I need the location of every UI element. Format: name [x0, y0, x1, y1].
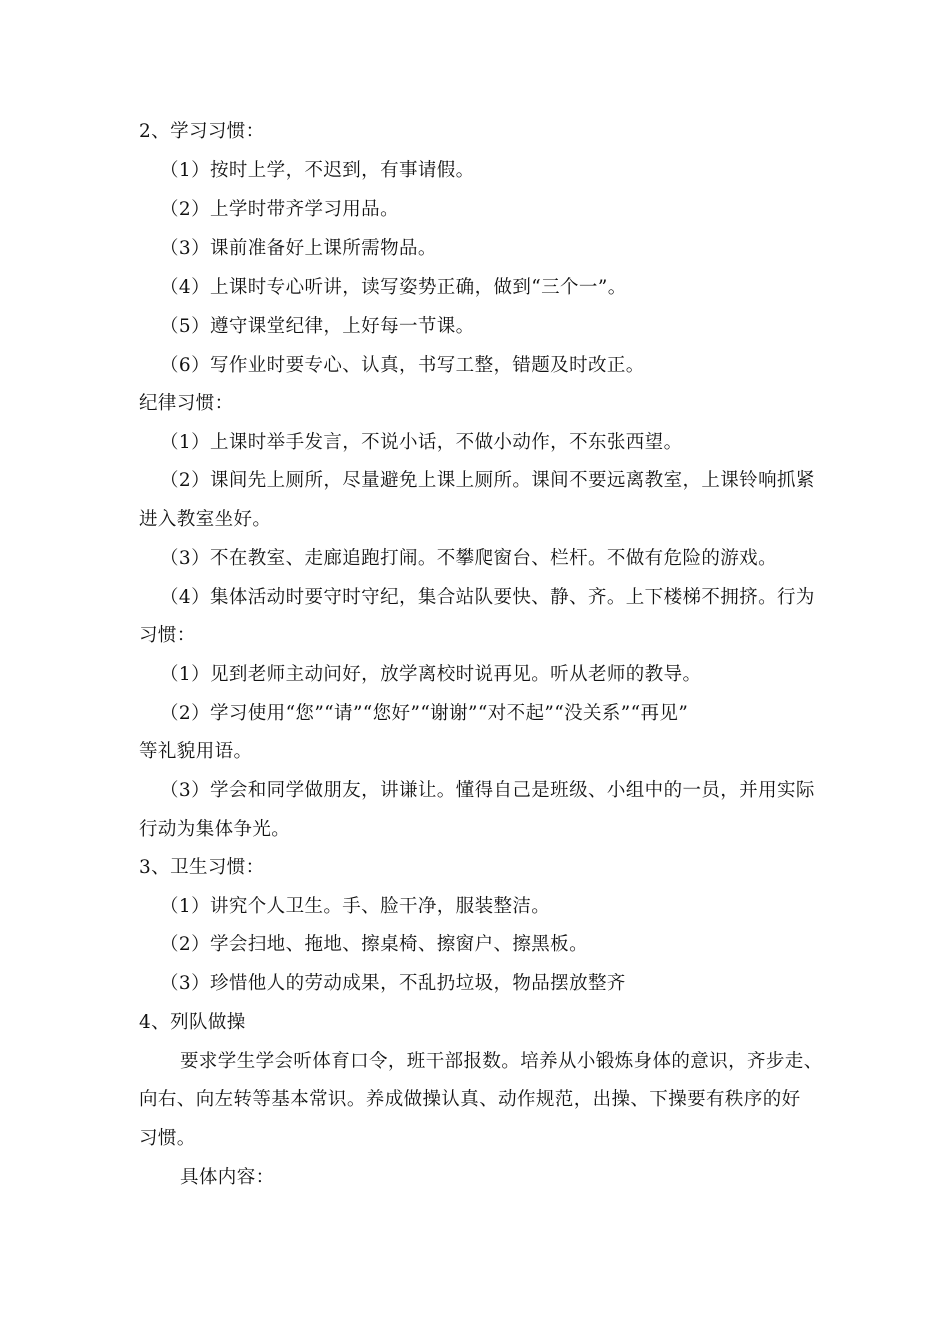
list-item: （4）集体活动时要守时守纪，集合站队要快、静、齐。上下楼梯不拥挤。行为	[160, 587, 815, 608]
paragraph-line: 要求学生学会听体育口令，班干部报数。培养从小锻炼身体的意识，齐步走、	[180, 1051, 823, 1072]
heading-discipline-habits: 纪律习惯：	[139, 393, 234, 414]
list-item-continuation: 行动为集体争光。	[139, 819, 291, 840]
list-item: （3）学会和同学做朋友，讲谦让。懂得自己是班级、小组中的一员，并用实际	[160, 780, 815, 801]
list-item: （3）课前准备好上课所需物品。	[160, 238, 437, 259]
list-item: （1）讲究个人卫生。手、脸干净，服装整洁。	[160, 896, 551, 917]
list-item: （6）写作业时要专心、认真，书写工整，错题及时改正。	[160, 355, 645, 376]
heading-hygiene-habits: 3、卫生习惯：	[139, 857, 265, 878]
paragraph-line: 具体内容：	[180, 1167, 275, 1188]
heading-study-habits: 2、学习习惯：	[139, 121, 265, 142]
list-item-continuation: 等礼貌用语。	[139, 741, 253, 762]
list-item: （2）学会扫地、拖地、擦桌椅、擦窗户、擦黑板。	[160, 934, 588, 955]
list-item: （4）上课时专心听讲，读写姿势正确，做到“三个一”。	[160, 277, 627, 298]
list-item: （2）课间先上厕所，尽量避免上课上厕所。课间不要远离教室，上课铃响抓紧	[160, 470, 815, 491]
paragraph-line: 习惯。	[139, 1128, 196, 1149]
paragraph-line: 向右、向左转等基本常识。养成做操认真、动作规范，出操、下操要有秩序的好	[139, 1089, 801, 1110]
list-item: （1）见到老师主动问好，放学离校时说再见。听从老师的教导。	[160, 664, 702, 685]
list-item: （2）上学时带齐学习用品。	[160, 199, 399, 220]
list-item: （2）学习使用“您”“请”“您好”“谢谢”“对不起”“没关系”“再见”	[160, 703, 689, 724]
list-item-continuation: 习惯：	[139, 625, 196, 646]
list-item: （5）遵守课堂纪律，上好每一节课。	[160, 316, 475, 337]
list-item-continuation: 进入教室坐好。	[139, 509, 272, 530]
list-item: （3）珍惜他人的劳动成果，不乱扔垃圾，物品摆放整齐	[160, 973, 626, 994]
list-item: （1）按时上学，不迟到，有事请假。	[160, 160, 475, 181]
list-item: （3）不在教室、走廊追跑打闹。不攀爬窗台、栏杆。不做有危险的游戏。	[160, 548, 777, 569]
list-item: （1）上课时举手发言，不说小话，不做小动作，不东张西望。	[160, 432, 683, 453]
heading-lineup-exercise: 4、列队做操	[139, 1012, 246, 1033]
